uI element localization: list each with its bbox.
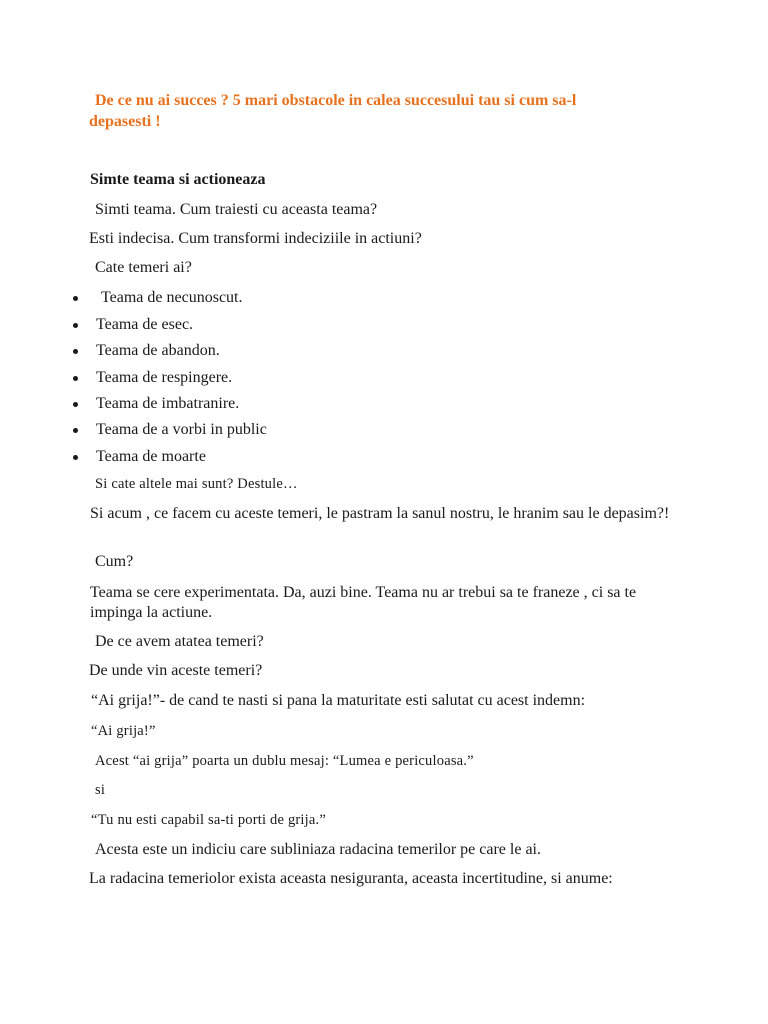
intro-line-1: Simti teama. Cum traiesti cu aceasta teama? [95, 201, 378, 218]
paragraph-12: Acesta este un indiciu care subliniaza radacina temerilor pe care le ai. [95, 841, 541, 858]
title-line-2: depasesti ! [89, 113, 161, 130]
bullet-icon [73, 376, 78, 381]
bullet-icon [73, 428, 78, 433]
paragraph-13: La radacina temeriolor exista aceasta nesiguranta, aceasta incertitudine, si anume: [89, 870, 613, 887]
paragraph-4: Teama se cere experimentata. Da, auzi bine. Teama nu ar trebui sa te franeze , ci sa te impinga la actiune. [90, 584, 637, 621]
paragraph-3: Cum? [95, 553, 134, 570]
intro-line-2: Esti indecisa. Cum transformi indeciziile in actiuni? [89, 230, 422, 247]
paragraph-1: Si cate altele mai sunt? Destule… [95, 476, 298, 492]
paragraph-2: Si acum , ce facem cu aceste temeri, le pastram la sanul nostru, le hranim sau le depasim?! [90, 505, 670, 522]
paragraph-6: De unde vin aceste temeri? [89, 662, 263, 679]
title-line-1: De ce nu ai succes ? 5 mari obstacole in calea succesului tau si cum sa-l [95, 92, 577, 109]
paragraph-9: Acest “ai grija” poarta un dublu mesaj: “Lumea e periculoasa.” [95, 753, 474, 769]
document-page: De ce nu ai succes ? 5 mari obstacole in calea succesului tau si cum sa-l depasesti ! Simte teama si actioneaza Simti teama. Cum traiesti cu aceasta teama? Esti indecisa. Cum transformi indeciziile in actiuni? Cate temeri ai? Teama de necunoscut. Teama de esec. Teama de abandon. Teama de respingere. Teama de imbatranire. Teama de a vorbi in public Teama de moarte Si cate altele mai sunt? Destule… Si acum , ce facem cu aceste temeri, le pastram la sanul nostru, le hranim sau le depasim?! Cum? Teama se cere experimentata. Da, auzi bine. Teama nu ar trebui sa te franeze , ci sa te impinga la actiune. De ce avem atatea temeri? De unde vin aceste temeri? “Ai grija!”- de cand te nasti si pana la maturitate esti salutat cu acest indemn: “Ai grija!” Acest “ai grija” poarta un dublu mesaj: “Lumea e periculoasa.” si “Tu nu esti capabil sa-ti porti de grija.” Acesta este un indiciu care subliniaza radacina temerilor pe care le ai. La radacina temeriolor exista aceasta nesiguranta, aceasta incertitudine, si anume: [0, 0, 768, 1024]
bullet-icon [73, 296, 78, 301]
paragraph-10: si [95, 782, 106, 798]
intro-line-3: Cate temeri ai? [95, 259, 192, 276]
paragraph-11: “Tu nu esti capabil sa-ti porti de grija.” [91, 812, 326, 828]
document-title [89, 90, 689, 132]
paragraph-5: De ce avem atatea temeri? [95, 633, 264, 650]
paragraph-8: “Ai grija!” [91, 723, 156, 739]
bullet-icon [73, 323, 78, 328]
paragraph-7: “Ai grija!”- de cand te nasti si pana la maturitate esti salutat cu acest indemn: [91, 692, 586, 709]
bullet-icon [73, 455, 78, 460]
bullet-icon [73, 402, 78, 407]
bullet-icon [73, 349, 78, 354]
section-heading: Simte teama si actioneaza [90, 171, 266, 188]
